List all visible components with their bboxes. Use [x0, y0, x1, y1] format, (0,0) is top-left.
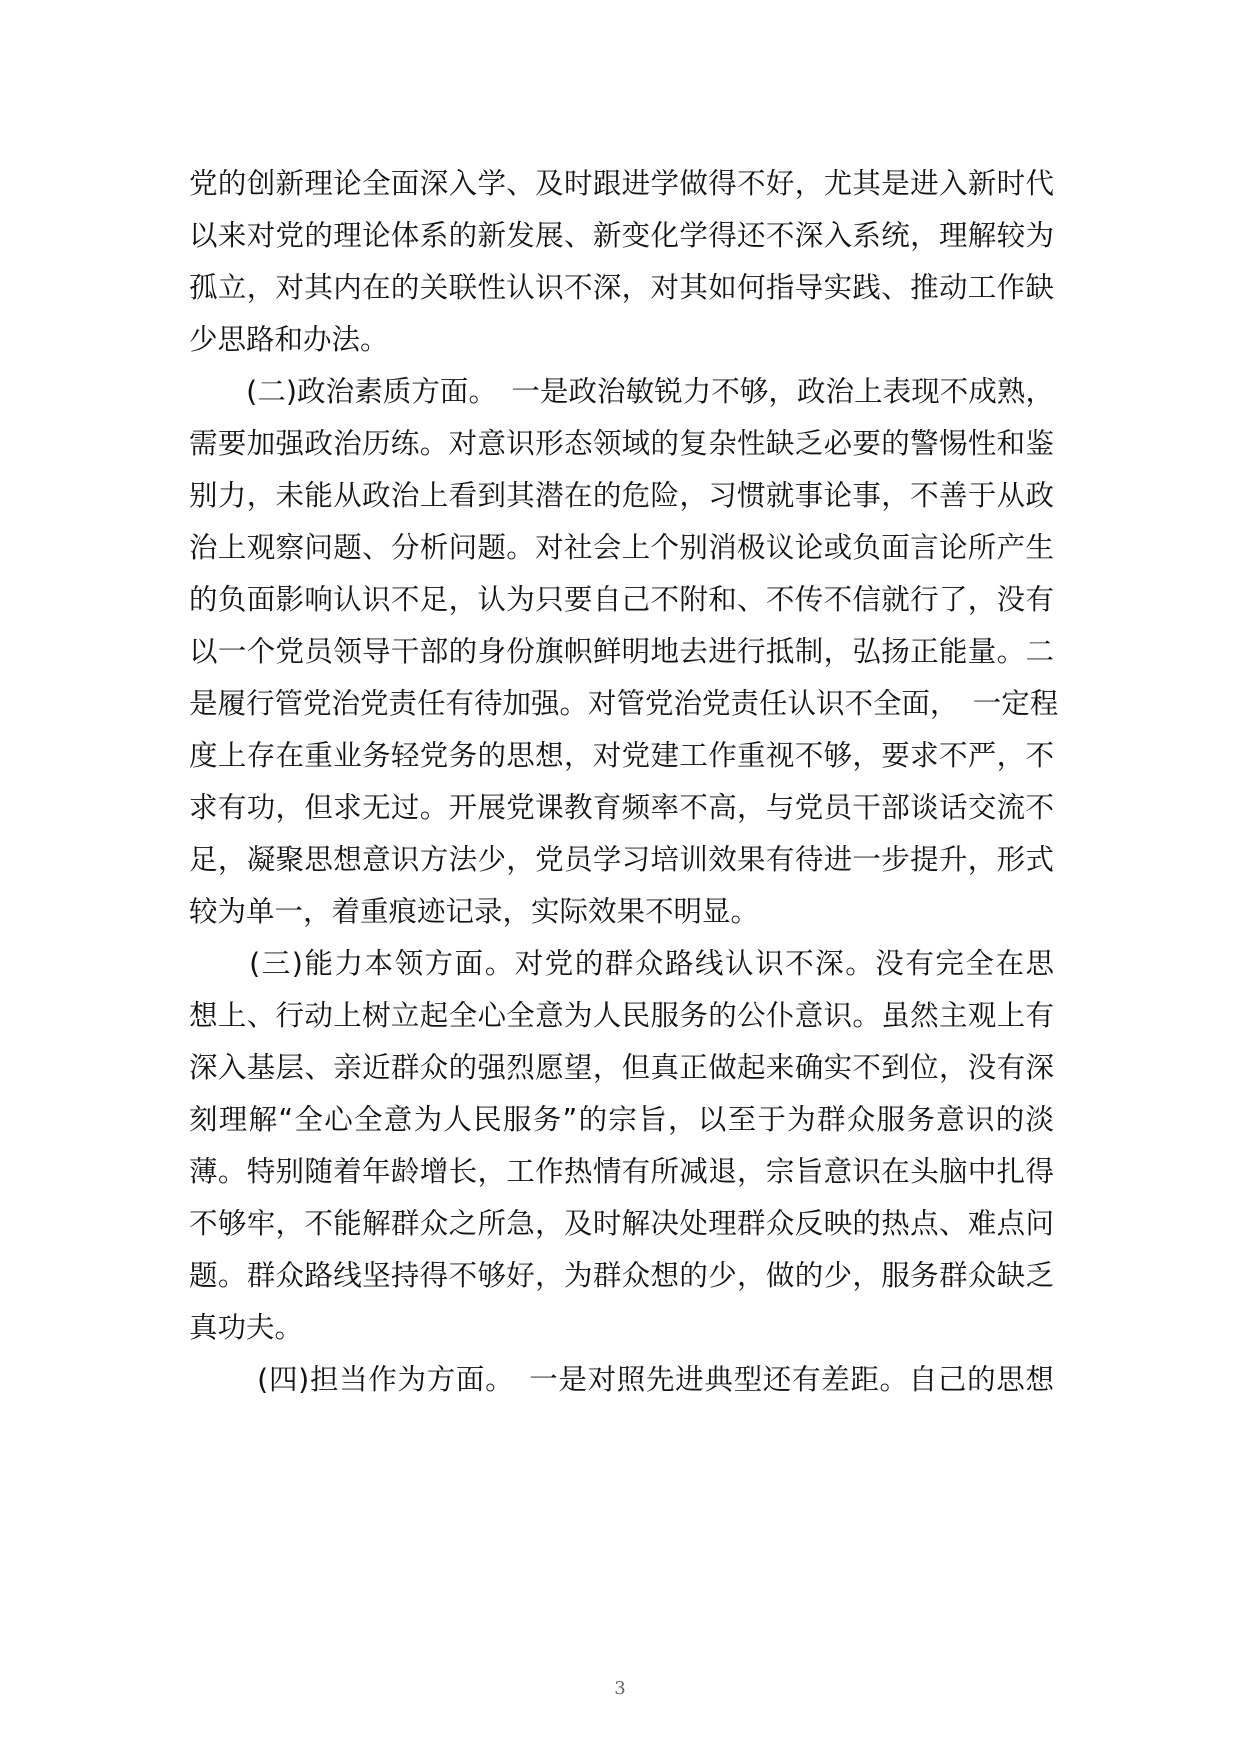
text-line: 薄。特别随着年龄增长，工作热情有所减退，宗旨意识在头脑中扎得: [189, 1155, 1054, 1188]
text-line: 真功夫。: [189, 1311, 304, 1344]
section-heading-line: (二)政治素质方面。 一是政治敏锐力不够，政治上表现不成熟，: [189, 375, 1054, 408]
text-line: 足，凝聚思想意识方法少，党员学习培训效果有待进一步提升，形式: [189, 843, 1054, 876]
text-line: 是履行管党治党责任有待加强。对管党治党责任认识不全面， 一定程: [189, 687, 1059, 720]
text-line: 求有功，但求无过。开展党课教育频率不高，与党员干部谈话交流不: [189, 791, 1054, 824]
text-line: 想上、行动上树立起全心全意为人民服务的公仆意识。虽然主观上有: [189, 999, 1054, 1032]
text-line: 的负面影响认识不足，认为只要自己不附和、不传不信就行了，没有: [189, 583, 1054, 616]
text-line: 刻理解“全心全意为人民服务”的宗旨，以至于为群众服务意识的淡: [189, 1103, 1054, 1136]
text-line: 以来对党的理论体系的新发展、新变化学得还不深入系统，理解较为: [189, 219, 1054, 252]
text-line: 少思路和办法。: [189, 323, 389, 356]
section-heading-line: (三)能力本领方面。对党的群众路线认识不深。没有完全在思: [189, 947, 1054, 980]
section-heading-line: (四)担当作为方面。 一是对照先进典型还有差距。自己的思想: [189, 1363, 1054, 1396]
text-line: 以一个党员领导干部的身份旗帜鲜明地去进行抵制，弘扬正能量。二: [189, 635, 1054, 668]
text-line: 题。群众路线坚持得不够好，为群众想的少，做的少，服务群众缺乏: [189, 1259, 1054, 1292]
text-line: 需要加强政治历练。对意识形态领域的复杂性缺乏必要的警惕性和鉴: [189, 427, 1054, 460]
text-line: 深入基层、亲近群众的强烈愿望，但真正做起来确实不到位，没有深: [189, 1051, 1054, 1084]
page-number: 3: [614, 1678, 626, 1699]
text-line: 别力，未能从政治上看到其潜在的危险，习惯就事论事，不善于从政: [189, 479, 1054, 512]
text-line: 孤立，对其内在的关联性认识不深，对其如何指导实践、推动工作缺: [189, 271, 1054, 304]
text-line: 较为单一，着重痕迹记录，实际效果不明显。: [189, 895, 760, 928]
text-line: 度上存在重业务轻党务的思想，对党建工作重视不够，要求不严，不: [189, 739, 1054, 772]
text-line: 党的创新理论全面深入学、及时跟进学做得不好，尤其是进入新时代: [189, 167, 1054, 200]
text-line: 治上观察问题、分析问题。对社会上个别消极议论或负面言论所产生: [189, 531, 1054, 564]
text-line: 不够牢，不能解群众之所急，及时解决处理群众反映的热点、难点问: [189, 1207, 1054, 1240]
